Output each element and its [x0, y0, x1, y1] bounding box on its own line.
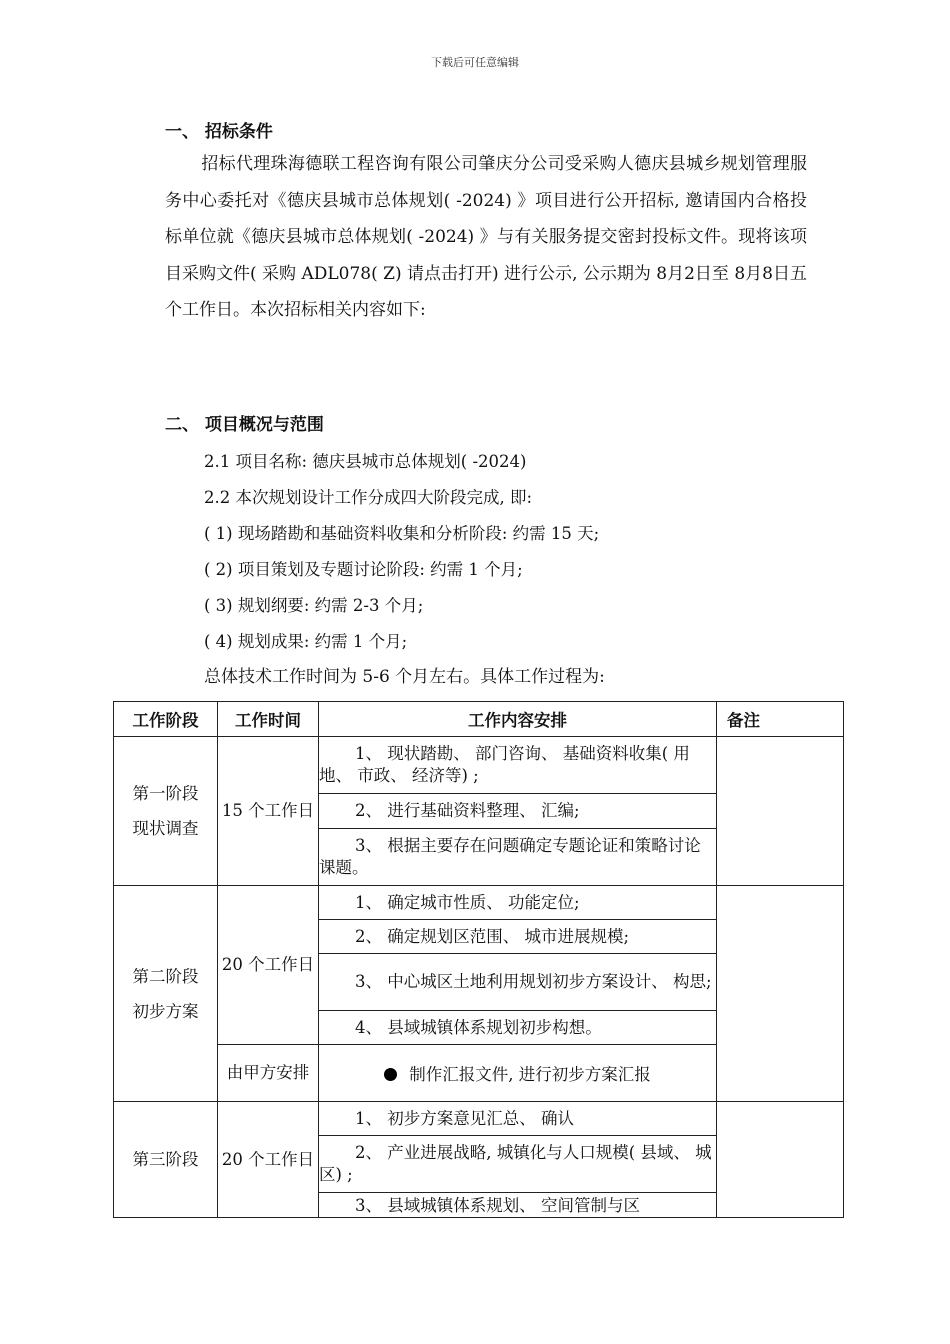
section1-body [165, 146, 807, 329]
section2-line: ( 1) 现场踏勘和基础资料收集和分析阶段: 约需 15 天; [204, 524, 600, 543]
section2-line: ( 3) 规划纲要: 约需 2-3 个月; [204, 596, 424, 615]
task-text: 1、 初步方案意见汇总、 确认 [355, 1108, 574, 1128]
stage1-task [319, 829, 717, 886]
stage1-time: 15 个工作日 [218, 737, 319, 886]
stage1-task [319, 737, 717, 794]
header-content: 工作内容安排 [319, 702, 717, 737]
task-text: 1、 确定城市性质、 功能定位; [355, 892, 580, 912]
stage2-task [319, 954, 717, 1011]
stage2-time2: 由甲方安排 [218, 1045, 319, 1102]
table-row [114, 886, 844, 920]
header-time: 工作时间 [218, 702, 319, 737]
table-row [114, 737, 844, 794]
section1-title: 一、 招标条件 [165, 122, 273, 142]
stage1-task [319, 794, 717, 829]
table-header-row [114, 702, 844, 737]
work-schedule-table [113, 701, 844, 1218]
task-text: 4、 县域城镇体系规划初步构想。 [355, 1017, 602, 1037]
section2-line: ( 2) 项目策划及专题讨论阶段: 约需 1 个月; [204, 560, 523, 579]
bullet-task-text: 制作汇报文件, 进行初步方案汇报 [409, 1065, 651, 1084]
stage2-time: 20 个工作日 [218, 886, 319, 1045]
stage3-task [319, 1102, 717, 1136]
stage2-note [717, 886, 844, 1102]
stage2-name [114, 886, 218, 1102]
header-stage: 工作阶段 [114, 702, 218, 737]
section2-title: 二、 项目概况与范围 [165, 415, 324, 435]
section2-line: ( 4) 规划成果: 约需 1 个月; [204, 632, 408, 651]
stage2-task [319, 886, 717, 920]
stage3-time: 20 个工作日 [218, 1102, 319, 1218]
stage2-name-line1: 第二阶段 [132, 966, 199, 986]
section2-line: 2.2 本次规划设计工作分成四大阶段完成, 即: [204, 488, 533, 507]
task-text: 3、 根据主要存在问题确定专题论证和策略讨论课题。 [319, 836, 701, 877]
section1-body-text: 招标代理珠海德联工程咨询有限公司肇庆分公司受采购人德庆县城乡规划管理服务中心委托对《德庆县城市总体规划( -2024) 》项目进行公开招标, 邀请国内合格投标单位就《德庆县城市总体规划( -2024) 》与有关服务提交密封投标文件。现将该项目采购文件( 采购 ADL078( Z) 请点击打开) 进行公示, 公示期为 8月2日至 8月8日五个工作日。本次招标相关内容如下: [165, 154, 807, 320]
task-text: 2、 进行基础资料整理、 汇编; [355, 801, 580, 820]
bullet-dot-icon [384, 1068, 397, 1081]
stage2-name-line2: 初步方案 [132, 1001, 199, 1021]
stage3-name: 第三阶段 [114, 1102, 218, 1218]
section2-summary: 总体技术工作时间为 5-6 个月左右。具体工作过程为: [204, 667, 605, 687]
task-text: 2、 产业进展战略, 城镇化与人口规模( 县域、 城区) ; [319, 1143, 712, 1184]
stage2-task [319, 920, 717, 954]
stage3-task [319, 1136, 717, 1193]
stage2-bullet-task [319, 1045, 717, 1102]
header-note: 下载后可任意编辑 [431, 56, 519, 69]
task-text: 1、 现状踏勘、 部门咨询、 基础资料收集( 用地、 市政、 经济等) ; [319, 744, 690, 785]
stage1-name-line2: 现状调查 [132, 819, 199, 838]
stage1-name-line1: 第一阶段 [132, 784, 199, 803]
section2-line: 2.1 项目名称: 德庆县城市总体规划( -2024) [204, 452, 527, 471]
task-text: 2、 确定规划区范围、 城市进展规模; [355, 926, 630, 946]
stage3-note [717, 1102, 844, 1218]
task-text: 3、 中心城区土地利用规划初步方案设计、 构思; [355, 972, 712, 991]
stage1-name [114, 737, 218, 886]
stage3-task [319, 1193, 717, 1218]
task-text: 3、 县域城镇体系规划、 空间管制与区 [355, 1196, 640, 1215]
table-row [114, 1102, 844, 1136]
stage1-note [717, 737, 844, 886]
stage2-task [319, 1011, 717, 1045]
header-note-col: 备注 [717, 702, 844, 737]
